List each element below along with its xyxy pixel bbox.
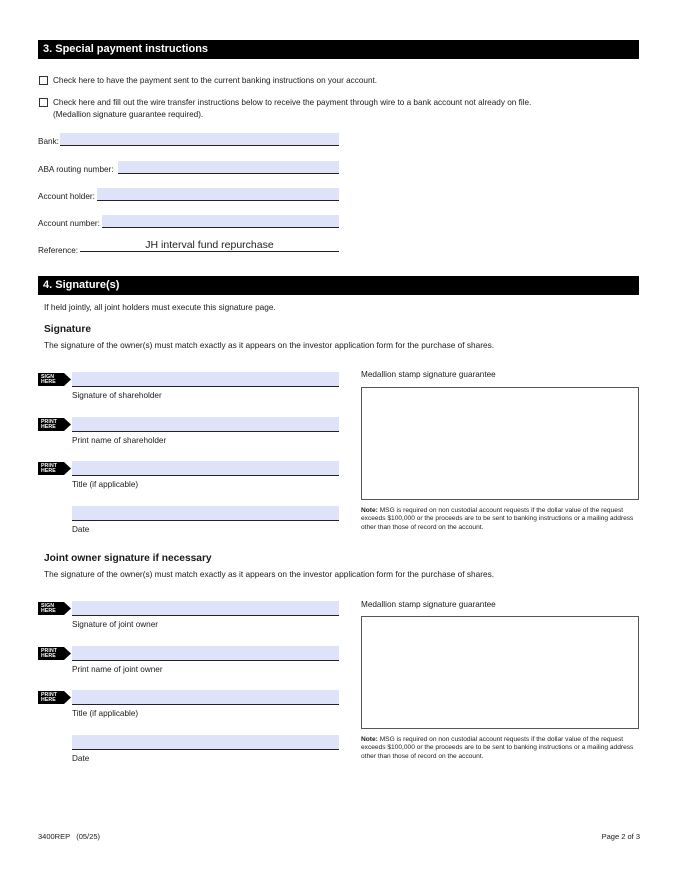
joint-owner-heading: Joint owner signature if necessary — [44, 553, 212, 564]
joint-owner-description: The signature of the owner(s) must match exactly as it appears on the investor application form for the purchase of shares. — [44, 569, 495, 579]
shareholder-print-name-caption: Print name of shareholder — [72, 436, 167, 445]
joint-owner-signature-field[interactable] — [72, 601, 339, 616]
joint-msg-note: Note: MSG is required on non custodial account requests if the dollar value of the request exceeds $100,000 or the proceeds are to be sent to banking instructions or a mailing address other than those of record on the account. — [361, 736, 634, 760]
shareholder-title-caption: Title (if applicable) — [72, 480, 139, 489]
bank-field[interactable] — [60, 133, 339, 146]
wire-transfer-option-label: Check here and fill out the wire transfer instructions below to receive the payment through wire to a bank account not already on file. — [53, 98, 532, 107]
sign-here-tag: SIGN HERE — [38, 373, 71, 386]
sign-here-tag: SIGN HERE — [38, 602, 71, 615]
shareholder-date-caption: Date — [72, 525, 90, 534]
current-banking-option-label: Check here to have the payment sent to the current banking instructions on your account. — [53, 76, 378, 85]
print-here-tag: PRINT HERE — [38, 647, 71, 660]
print-here-tag: PRINT HERE — [38, 691, 71, 704]
print-here-tag: PRINT HERE — [38, 418, 71, 431]
wire-transfer-checkbox[interactable] — [39, 98, 48, 107]
reference-field[interactable]: JH interval fund repurchase — [80, 239, 339, 252]
aba-routing-label: ABA routing number: — [38, 165, 114, 174]
shareholder-signature-field[interactable] — [72, 372, 339, 387]
current-banking-checkbox[interactable] — [39, 76, 48, 85]
section-4-header: 4. Signature(s) — [38, 276, 639, 295]
medallion-stamp-box — [361, 387, 639, 500]
signature-heading: Signature — [44, 324, 91, 335]
joint-owner-signature-caption: Signature of joint owner — [72, 620, 159, 629]
joint-owner-date-caption: Date — [72, 754, 90, 763]
page-number: Page 2 of 3 — [601, 832, 640, 841]
bank-label: Bank: — [38, 137, 59, 146]
joint-owner-title-field[interactable] — [72, 690, 339, 705]
shareholder-title-field[interactable] — [72, 461, 339, 476]
shareholder-signature-caption: Signature of shareholder — [72, 391, 162, 400]
section-3-header: 3. Special payment instructions — [38, 40, 639, 59]
account-holder-field[interactable] — [97, 188, 339, 201]
shareholder-date-field[interactable] — [72, 506, 339, 521]
joint-holders-instruction: If held jointly, all joint holders must execute this signature page. — [44, 302, 276, 312]
msg-note: Note: MSG is required on non custodial account requests if the dollar value of the request exceeds $100,000 or the proceeds are to be sent to banking instructions or a mailing address other than those of record on the account. — [361, 507, 634, 531]
joint-owner-date-field[interactable] — [72, 735, 339, 750]
account-number-field[interactable] — [102, 215, 339, 228]
medallion-stamp-label: Medallion stamp signature guarantee — [361, 370, 496, 379]
aba-routing-field[interactable] — [118, 161, 339, 174]
shareholder-print-name-field[interactable] — [72, 417, 339, 432]
joint-owner-print-name-caption: Print name of joint owner — [72, 665, 163, 674]
account-number-label: Account number: — [38, 219, 100, 228]
wire-transfer-msg-note: (Medallion signature guarantee required). — [53, 110, 204, 119]
joint-medallion-stamp-box — [361, 616, 639, 729]
print-here-tag: PRINT HERE — [38, 462, 71, 475]
reference-label: Reference: — [38, 246, 79, 255]
joint-owner-title-caption: Title (if applicable) — [72, 709, 139, 718]
joint-owner-print-name-field[interactable] — [72, 646, 339, 661]
form-code: 3400REP (05/25) — [38, 832, 100, 841]
joint-medallion-stamp-label: Medallion stamp signature guarantee — [361, 600, 496, 609]
signature-description: The signature of the owner(s) must match exactly as it appears on the investor application form for the purchase of shares. — [44, 340, 495, 350]
account-holder-label: Account holder: — [38, 192, 95, 201]
